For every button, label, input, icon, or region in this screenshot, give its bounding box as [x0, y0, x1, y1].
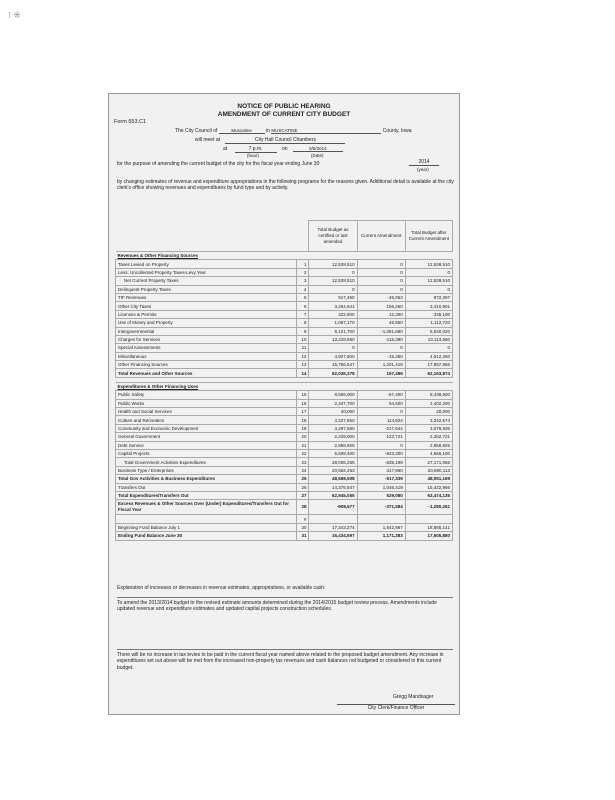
- row-current-amendment: 317,860: [357, 466, 405, 474]
- budget-notice-page: [108, 93, 460, 715]
- row-total-after: 8,438,600: [405, 391, 452, 399]
- explanation-label: Explanation of increases or decreases in revenue estimates, appropriations, or available cash:: [117, 585, 326, 591]
- row-label: Total Expenditures/Transfers Out: [116, 491, 297, 499]
- row-total-after: 48,051,169: [405, 475, 452, 483]
- row-current-amendment: 0: [357, 408, 405, 416]
- row-line-number: 10: [296, 335, 309, 343]
- expenditure-row: [116, 424, 453, 432]
- row-label: Licenses & Permits: [116, 310, 297, 318]
- row-label: Total Gov Activities & Business Expenditures: [116, 475, 297, 483]
- row-total-after: 2,858,925: [405, 441, 452, 449]
- row-current-amendment: 0: [357, 268, 405, 276]
- at-label: at: [223, 146, 228, 152]
- on-label: on: [281, 146, 288, 152]
- row-line-number: 23: [296, 458, 309, 466]
- row-total-budget: 48,568,508: [309, 475, 357, 483]
- scan-speck: ⁝ ⁜: [8, 10, 21, 20]
- meeting-date: 5/5/2014: [293, 146, 343, 152]
- row-current-amendment: 1,201,419: [357, 361, 405, 369]
- row-line-number: 20: [296, 433, 309, 441]
- expenditure-row: [116, 399, 453, 407]
- row-label: Capital Projects: [116, 449, 297, 457]
- row-label: Miscellaneous: [116, 352, 297, 360]
- excess-line: 28: [296, 500, 309, 515]
- row-line-number: 5: [296, 293, 309, 301]
- row-label: Charges for Services: [116, 335, 297, 343]
- revenue-row: [116, 293, 453, 301]
- row-total-after: 15,422,966: [405, 483, 452, 491]
- row-line-number: 13: [296, 361, 309, 369]
- row-label: General Government: [116, 433, 297, 441]
- expenditure-row: [116, 466, 453, 474]
- signature-title: City Clerk/Finance Officer: [337, 704, 455, 711]
- row-total-budget: 12,539,510: [309, 260, 357, 268]
- expenditure-row: [116, 475, 453, 483]
- row-label: Public Safety: [116, 391, 297, 399]
- row-line-number: 17: [296, 408, 309, 416]
- revenue-row: [116, 361, 453, 369]
- row-line-number: 11: [296, 344, 309, 352]
- beginning-amend: 1,542,867: [357, 523, 405, 531]
- row-current-amendment: 0: [357, 441, 405, 449]
- row-line-number: 27: [296, 491, 309, 499]
- expenditure-rows: [116, 391, 453, 500]
- row-total-after: 335,100: [405, 310, 452, 318]
- row-label: Total Government Activities Expenditures: [116, 458, 297, 466]
- year-caption: (year): [417, 167, 429, 172]
- row-current-amendment: 54,500: [357, 399, 405, 407]
- row-total-after: 872,397: [405, 293, 452, 301]
- row-label: Community and Economic Development: [116, 424, 297, 432]
- beginning-after: 18,886,141: [405, 523, 452, 531]
- intro-paragraph: by changing estimates of revenue and expenditure appropriations in the following programs for the reasons given. Additional detail is available at the city clerk's office showing revenues and expenditures by fund type and by activity.: [117, 179, 454, 192]
- ending-label: Ending Fund Balance June 30: [116, 532, 297, 540]
- row-line-number: 3: [296, 277, 309, 285]
- excess-after: -1,280,261: [405, 500, 452, 515]
- excess-amend: -371,584: [357, 500, 405, 515]
- row-label: Net Current Property Taxes: [116, 277, 297, 285]
- row-line-number: 16: [296, 399, 309, 407]
- row-current-amendment: 114,924: [357, 416, 405, 424]
- meeting-time: 7 p.m.: [235, 146, 277, 153]
- row-total-after: 4,912,250: [405, 352, 452, 360]
- title-line2: AMENDMENT OF CURRENT CITY BUDGET: [217, 111, 351, 118]
- row-label: Health and Social Services: [116, 408, 297, 416]
- expenditure-row: [116, 449, 453, 457]
- row-line-number: 19: [296, 424, 309, 432]
- city-name: Muscatine: [219, 128, 265, 134]
- revenue-row: [116, 344, 453, 352]
- budget-table: [115, 220, 453, 541]
- row-total-after: 0: [405, 285, 452, 293]
- explanation-text: To amend the 2013/2014 budget to the revised estimate amounts determined during the 2014/2015 budget review process. Amendments include updated revenue and expenditure estimates and updated capital projects construction schedules.: [117, 597, 453, 613]
- meeting-location: City Hall Council Chambers: [225, 137, 345, 144]
- row-line-number: 14: [296, 369, 309, 377]
- row-total-budget: 8,506,000: [309, 391, 357, 399]
- purpose-text: for the purpose of amending the current budget of the city for the fiscal year ending June 30: [117, 161, 320, 167]
- expenditure-section-title: Expenditures & Other Financing Uses: [116, 382, 453, 390]
- table-header: [116, 221, 453, 252]
- row-total-budget: 4,927,600: [309, 352, 357, 360]
- time-line: [223, 146, 343, 153]
- row-total-after: 62,193,874: [405, 369, 452, 377]
- row-label: Culture and Recreation: [116, 416, 297, 424]
- ending-balance-row: [116, 532, 453, 540]
- row-label: Total Revenues and Other Sources: [116, 369, 297, 377]
- row-total-budget: 0: [309, 268, 357, 276]
- row-current-amendment: -115,390: [357, 335, 405, 343]
- row-total-budget: 3,227,650: [309, 416, 357, 424]
- row-current-amendment: 12,300: [357, 310, 405, 318]
- row-current-amendment: 0: [357, 344, 405, 352]
- row-total-after: 12,539,510: [405, 277, 452, 285]
- excess-row: [116, 500, 453, 515]
- row-current-amendment: -517,339: [357, 475, 405, 483]
- row-current-amendment: 0: [357, 285, 405, 293]
- row-total-after: 63,474,135: [405, 491, 452, 499]
- row-line-number: 22: [296, 449, 309, 457]
- revenue-row: [116, 310, 453, 318]
- row-current-amendment: 0: [357, 277, 405, 285]
- row-line-number: 8: [296, 319, 309, 327]
- row-total-after: 3,079,936: [405, 424, 452, 432]
- hour-caption: (hour): [247, 153, 260, 158]
- row-label: Less: Uncollected Property Taxes-Levy Year: [116, 268, 297, 276]
- row-label: Delinquent Property Taxes: [116, 285, 297, 293]
- ending-line: 31: [296, 532, 309, 540]
- row-total-after: 0: [405, 344, 452, 352]
- row-line-number: 24: [296, 466, 309, 474]
- row-current-amendment: -1,081,680: [357, 327, 405, 335]
- row-total-budget: 322,800: [309, 310, 357, 318]
- revenue-row: [116, 327, 453, 335]
- revenue-row: [116, 285, 453, 293]
- col-total-after: Total Budget after Current Amendment: [405, 221, 452, 252]
- row-current-amendment: -45,063: [357, 293, 405, 301]
- row-label: Debt Service: [116, 441, 297, 449]
- expenditure-row: [116, 433, 453, 441]
- row-line-number: 26: [296, 483, 309, 491]
- council-prefix: The City Council of: [175, 128, 218, 134]
- year-value: 2014: [409, 159, 439, 166]
- title-line1: NOTICE OF PUBLIC HEARING: [237, 103, 331, 110]
- row-label: TIF Revenues: [116, 293, 297, 301]
- date-caption: (Date): [311, 153, 324, 158]
- revenue-row: [116, 260, 453, 268]
- row-total-after: 3,410,901: [405, 302, 452, 310]
- revenue-row: [116, 352, 453, 360]
- beginning-budget: 17,343,274: [309, 523, 357, 531]
- row-label: Intergovernmental: [116, 327, 297, 335]
- row-total-budget: 14,376,547: [309, 483, 357, 491]
- row-current-amendment: -15,350: [357, 352, 405, 360]
- row-current-amendment: 157,496: [357, 369, 405, 377]
- expenditure-row: [116, 483, 453, 491]
- row-total-after: 4,666,100: [405, 449, 452, 457]
- row-total-budget: 9,121,700: [309, 327, 357, 335]
- row-current-amendment: 0: [357, 260, 405, 268]
- row-total-after: 8,040,020: [405, 327, 452, 335]
- row-total-after: 20,000: [405, 408, 452, 416]
- row-total-after: 2,402,200: [405, 399, 452, 407]
- row-current-amendment: 123,721: [357, 433, 405, 441]
- row-total-budget: 62,945,055: [309, 491, 357, 499]
- in-label: in: [266, 128, 270, 134]
- row-current-amendment: 529,080: [357, 491, 405, 499]
- beginning-line: 30: [296, 523, 309, 531]
- row-current-amendment: -217,644: [357, 424, 405, 432]
- col-current-amendment: Current Amendment: [357, 221, 405, 252]
- row-total-after: 27,171,056: [405, 458, 452, 466]
- row-total-budget: 0: [309, 344, 357, 352]
- revenue-section-row: [116, 252, 453, 260]
- row-line-number: 9: [296, 327, 309, 335]
- col-total-budget: Total Budget as certified or last amended: [309, 221, 357, 252]
- row-total-budget: 5,509,400: [309, 449, 357, 457]
- row-total-after: 2,352,721: [405, 433, 452, 441]
- beginning-balance-row: [116, 523, 453, 531]
- row-label: Business Type / Enterprises: [116, 466, 297, 474]
- county-name: MUSCATINE: [271, 128, 381, 134]
- row-total-after: 13,113,560: [405, 335, 452, 343]
- row-line-number: 4: [296, 285, 309, 293]
- row-total-budget: 3,297,580: [309, 424, 357, 432]
- row-total-budget: 917,460: [309, 293, 357, 301]
- revenue-row: [116, 335, 453, 343]
- row-line-number: 15: [296, 391, 309, 399]
- row-total-budget: 0: [309, 285, 357, 293]
- excess-budget: -908,677: [309, 500, 357, 515]
- fiscal-year: [409, 159, 439, 166]
- row-label: Other City Taxes: [116, 302, 297, 310]
- row-label: Taxes Levied on Property: [116, 260, 297, 268]
- hash-row: [116, 515, 453, 523]
- row-label: Use of Money and Property: [116, 319, 297, 327]
- row-total-budget: 20,562,253: [309, 466, 357, 474]
- row-total-budget: 16,756,547: [309, 361, 357, 369]
- row-total-after: 20,880,113: [405, 466, 452, 474]
- row-total-after: 12,539,510: [405, 260, 452, 268]
- row-total-budget: 62,036,378: [309, 369, 357, 377]
- expenditure-row: [116, 391, 453, 399]
- row-line-number: 21: [296, 441, 309, 449]
- ending-budget: 16,434,597: [309, 532, 357, 540]
- ending-after: 17,605,880: [405, 532, 452, 540]
- form-number: Form 653.C1: [114, 119, 147, 125]
- row-total-budget: 2,229,000: [309, 433, 357, 441]
- row-label: Special Assessments: [116, 344, 297, 352]
- row-total-budget: 2,347,700: [309, 399, 357, 407]
- row-total-budget: 2,858,925: [309, 441, 357, 449]
- expenditure-row: [116, 408, 453, 416]
- county-suffix: County, Iowa: [382, 128, 412, 134]
- row-current-amendment: -835,199: [357, 458, 405, 466]
- row-label: Other Financing Sources: [116, 361, 297, 369]
- excess-label: Excess Revenues & Other Sources Over (Under) Expenditures/Transfers Out for Fiscal Year: [116, 500, 297, 515]
- notice-title: [109, 103, 459, 119]
- row-current-amendment: 45,550: [357, 319, 405, 327]
- hash-mark: #: [296, 515, 309, 523]
- row-total-budget: 1,067,170: [309, 319, 357, 327]
- expenditure-section-row: [116, 382, 453, 390]
- expenditure-row: [116, 491, 453, 499]
- revenue-rows: [116, 260, 453, 377]
- revenue-row: [116, 319, 453, 327]
- will-meet-at: will meet at: [195, 137, 221, 143]
- row-line-number: 7: [296, 310, 309, 318]
- row-total-budget: 3,254,641: [309, 302, 357, 310]
- row-line-number: 25: [296, 475, 309, 483]
- row-line-number: 12: [296, 352, 309, 360]
- row-current-amendment: -843,300: [357, 449, 405, 457]
- row-total-budget: 28,006,255: [309, 458, 357, 466]
- revenue-row: [116, 302, 453, 310]
- row-current-amendment: 156,260: [357, 302, 405, 310]
- row-line-number: 18: [296, 416, 309, 424]
- row-line-number: 1: [296, 260, 309, 268]
- row-current-amendment: 1,046,419: [357, 483, 405, 491]
- row-total-budget: 12,539,510: [309, 277, 357, 285]
- purpose-line: [117, 161, 319, 167]
- row-current-amendment: -67,400: [357, 391, 405, 399]
- row-label: Public Works: [116, 399, 297, 407]
- revenue-section-title: Revenues & Other Financing Sources: [116, 252, 453, 260]
- meet-line: [195, 137, 345, 144]
- row-total-after: 3,342,574: [405, 416, 452, 424]
- expenditure-row: [116, 458, 453, 466]
- row-total-after: 0: [405, 268, 452, 276]
- row-line-number: 6: [296, 302, 309, 310]
- expenditure-row: [116, 416, 453, 424]
- row-total-budget: 20,000: [309, 408, 357, 416]
- tax-notice: There will be no increase in tax levies to be paid in the current fiscal year named above related to the proposed budget amendment. Any increase in expenditures set out above will be met from the increased non-property tax revenues and cash balances not budgeted or considered in this current budget.: [117, 649, 453, 671]
- council-line: [175, 128, 412, 134]
- expenditure-row: [116, 441, 453, 449]
- signature-name: Gregg Mandsager: [393, 694, 434, 700]
- revenue-row: [116, 268, 453, 276]
- row-line-number: 2: [296, 268, 309, 276]
- row-total-after: 1,112,720: [405, 319, 452, 327]
- row-total-budget: 13,228,950: [309, 335, 357, 343]
- beginning-label: Beginning Fund Balance July 1: [116, 523, 297, 531]
- row-total-after: 17,957,966: [405, 361, 452, 369]
- revenue-row: [116, 277, 453, 285]
- revenue-row: [116, 369, 453, 377]
- ending-amend: 1,171,283: [357, 532, 405, 540]
- row-label: Transfers Out: [116, 483, 297, 491]
